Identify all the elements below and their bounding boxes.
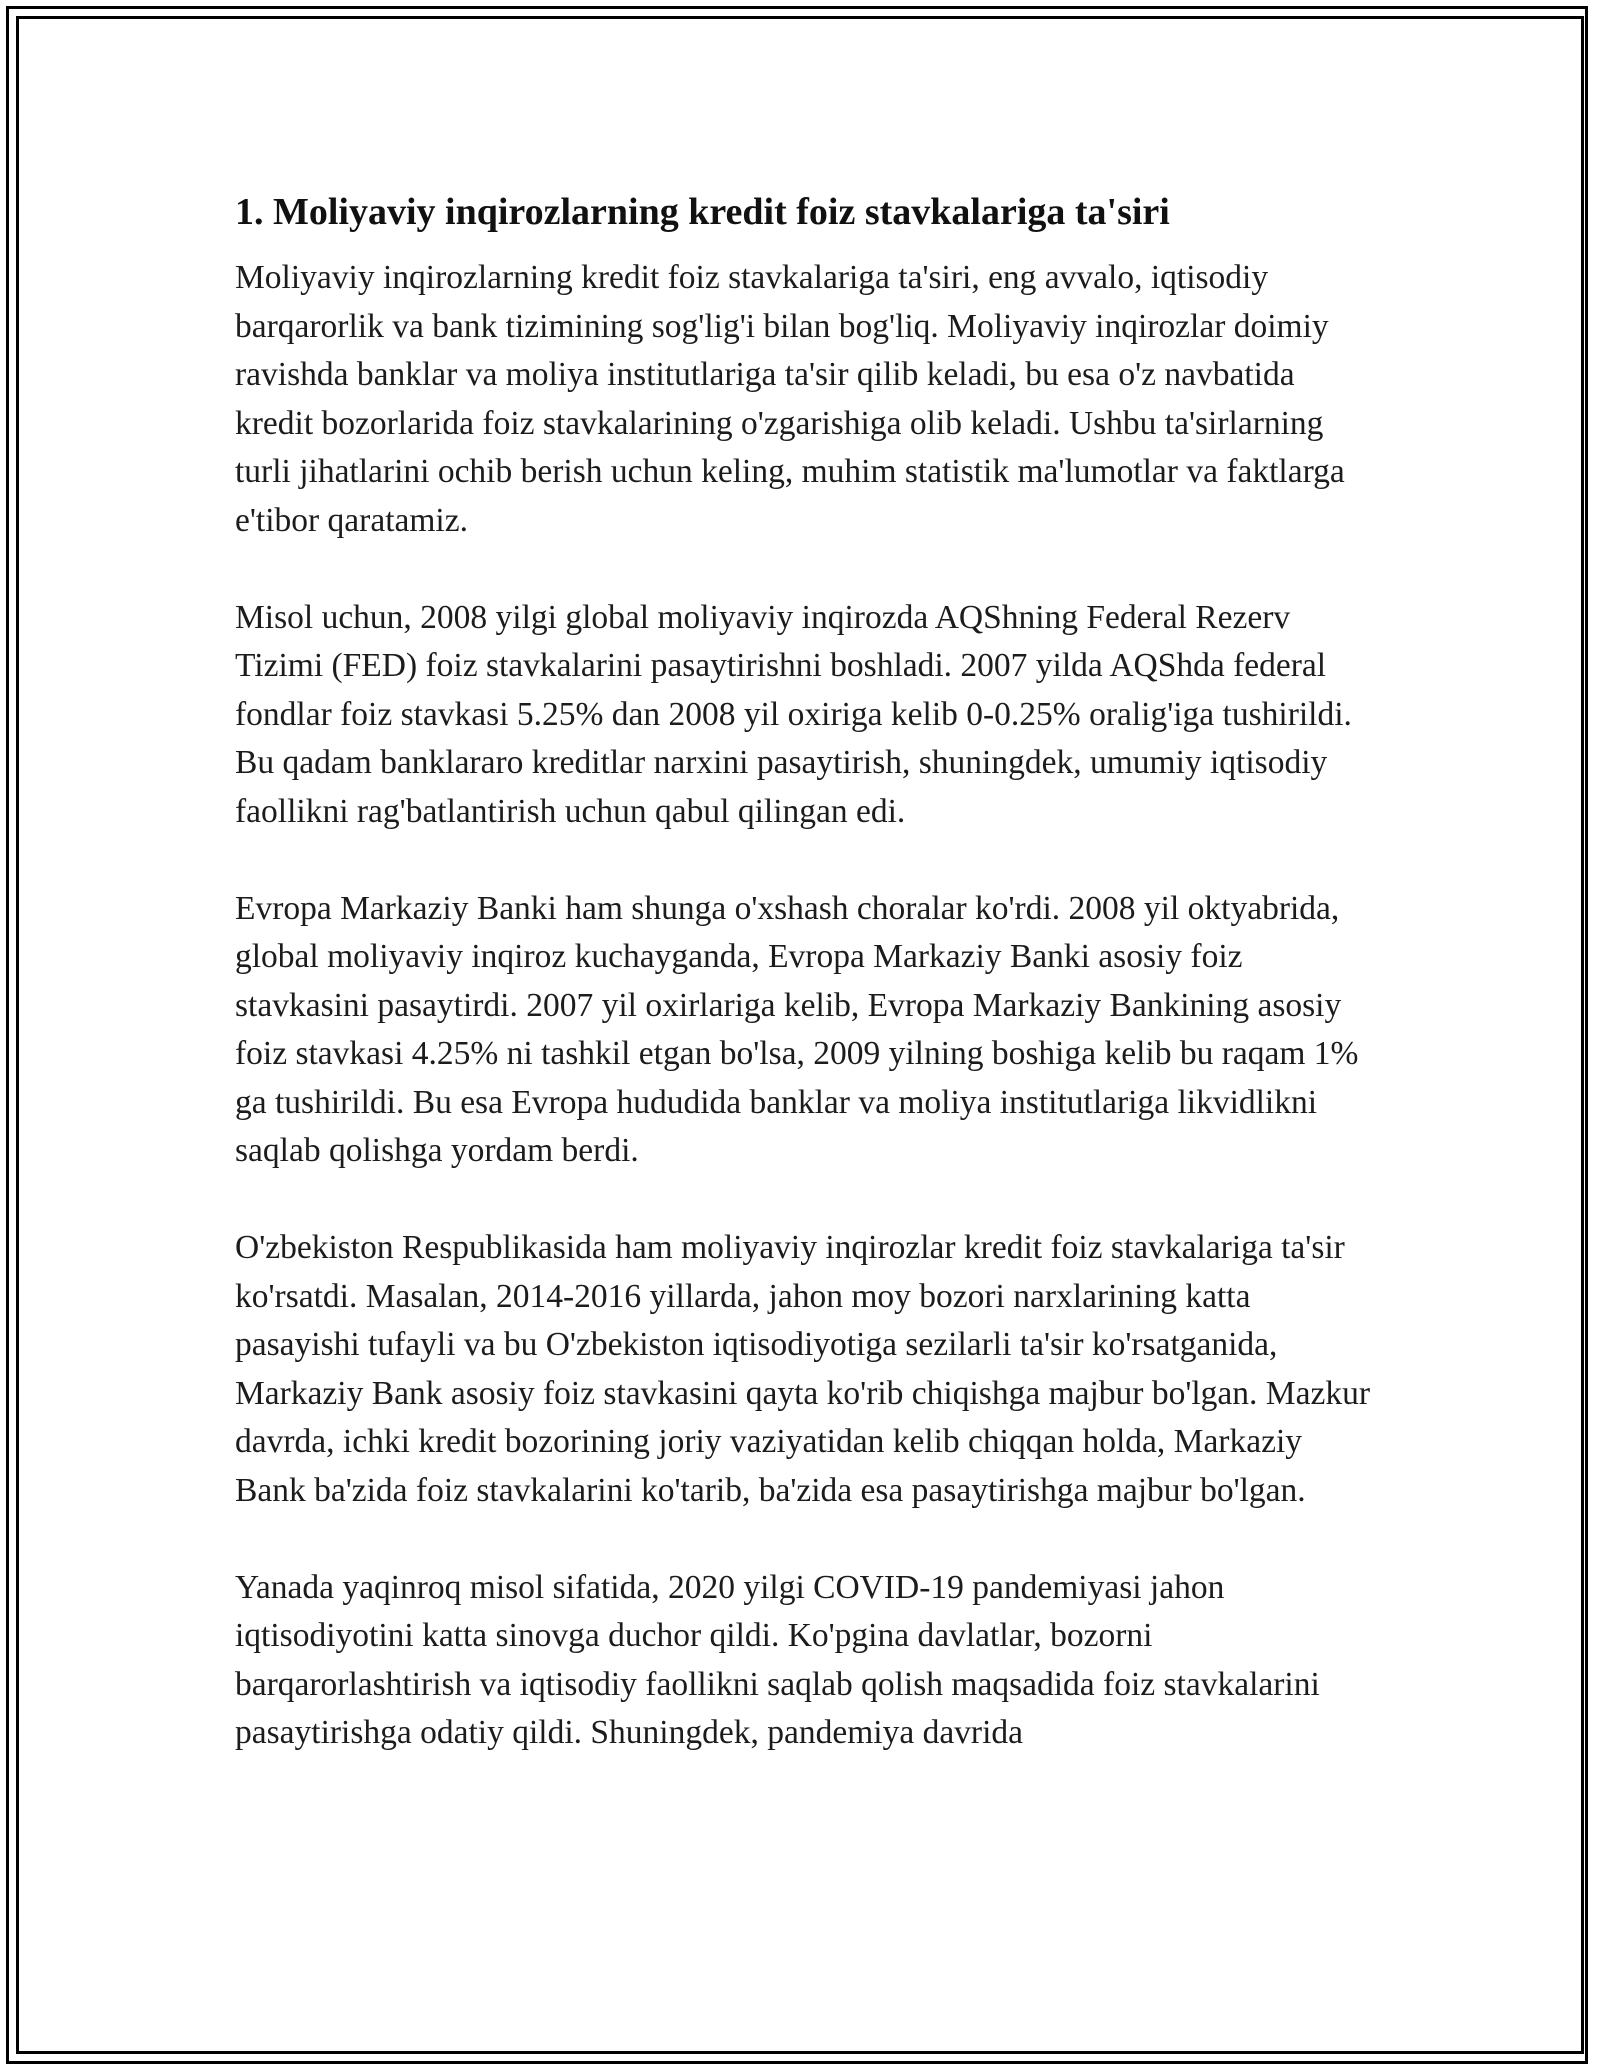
- paragraph-intro: Moliyaviy inqirozlarning kredit foiz stavkalariga ta'siri, eng avvalo, iqtisodiy barqarorlik va bank tizimining sog'lig'i bilan bog'liq. Moliyaviy inqirozlar doimiy ravishda banklar va moliya institutlariga ta'sir qilib keladi, bu esa o'z navbatida kredit bozorlarida foiz stavkalarining o'zgarishiga olib keladi. Ushbu ta'sirlarning turli jihatlarini ochib berish uchun keling, muhim statistik ma'lumotlar va faktlarga e'tibor qaratamiz.: [235, 259, 1345, 539]
- paragraph-covid: Yanada yaqinroq misol sifatida, 2020 yilgi COVID-19 pandemiyasi jahon iqtisodiyotini katta sinovga duchor qildi. Ko'pgina davlatlar, bozorni barqarorlashtirish va iqtisodiy faollikni saqlab qolish maqsadida foiz stavkalarini pasaytirishga odatiy qildi. Shuningdek, pandemiya davrida: [235, 1568, 1320, 1751]
- paragraph-ecb: Evropa Markaziy Banki ham shunga o'xshash choralar ko'rdi. 2008 yil oktyabrida, global moliyaviy inqiroz kuchayganda, Evropa Markaziy Banki asosiy foiz stavkasini pasaytirdi. 2007 yil oxirlariga kelib, Evropa Markaziy Bankining asosiy foiz stavkasi 4.25% ni tashkil etgan bo'lsa, 2009 yilning boshiga kelib bu raqam 1% ga tushirildi. Bu esa Evropa hududida banklar va moliya institutlariga likvidlikni saqlab qolishga yordam berdi.: [235, 889, 1359, 1169]
- document-body: [235, 186, 1370, 1806]
- section-title: 1. Moliyaviy inqirozlarning kredit foiz stavkalariga ta'siri: [235, 191, 1170, 233]
- paragraph-fed-2008: Misol uchun, 2008 yilgi global moliyaviy inqirozda AQShning Federal Rezerv Tizimi (FED) foiz stavkalarini pasaytirishni boshladi. 2007 yilda AQShda federal fondlar foiz stavkasi 5.25% dan 2008 yil oxiriga kelib 0-0.25% oralig'iga tushirildi. Bu qadam banklararo kreditlar narxini pasaytirish, shuningdek, umumiy iqtisodiy faollikni rag'batlantirish uchun qabul qilingan edi.: [235, 598, 1352, 830]
- paragraph-uzbekistan: O'zbekiston Respublikasida ham moliyaviy inqirozlar kredit foiz stavkalariga ta'sir ko'rsatdi. Masalan, 2014-2016 yillarda, jahon moy bozori narxlarining katta pasayishi tufayli va bu O'zbekiston iqtisodiyotiga sezilarli ta'sir ko'rsatganida, Markaziy Bank asosiy foiz stavkasini qayta ko'rib chiqishga majbur bo'lgan. Mazkur davrda, ichki kredit bozorining joriy vaziyatidan kelib chiqqan holda, Markaziy Bank ba'zida foiz stavkalarini ko'tarib, ba'zida esa pasaytirishga majbur bo'lgan.: [235, 1229, 1370, 1509]
